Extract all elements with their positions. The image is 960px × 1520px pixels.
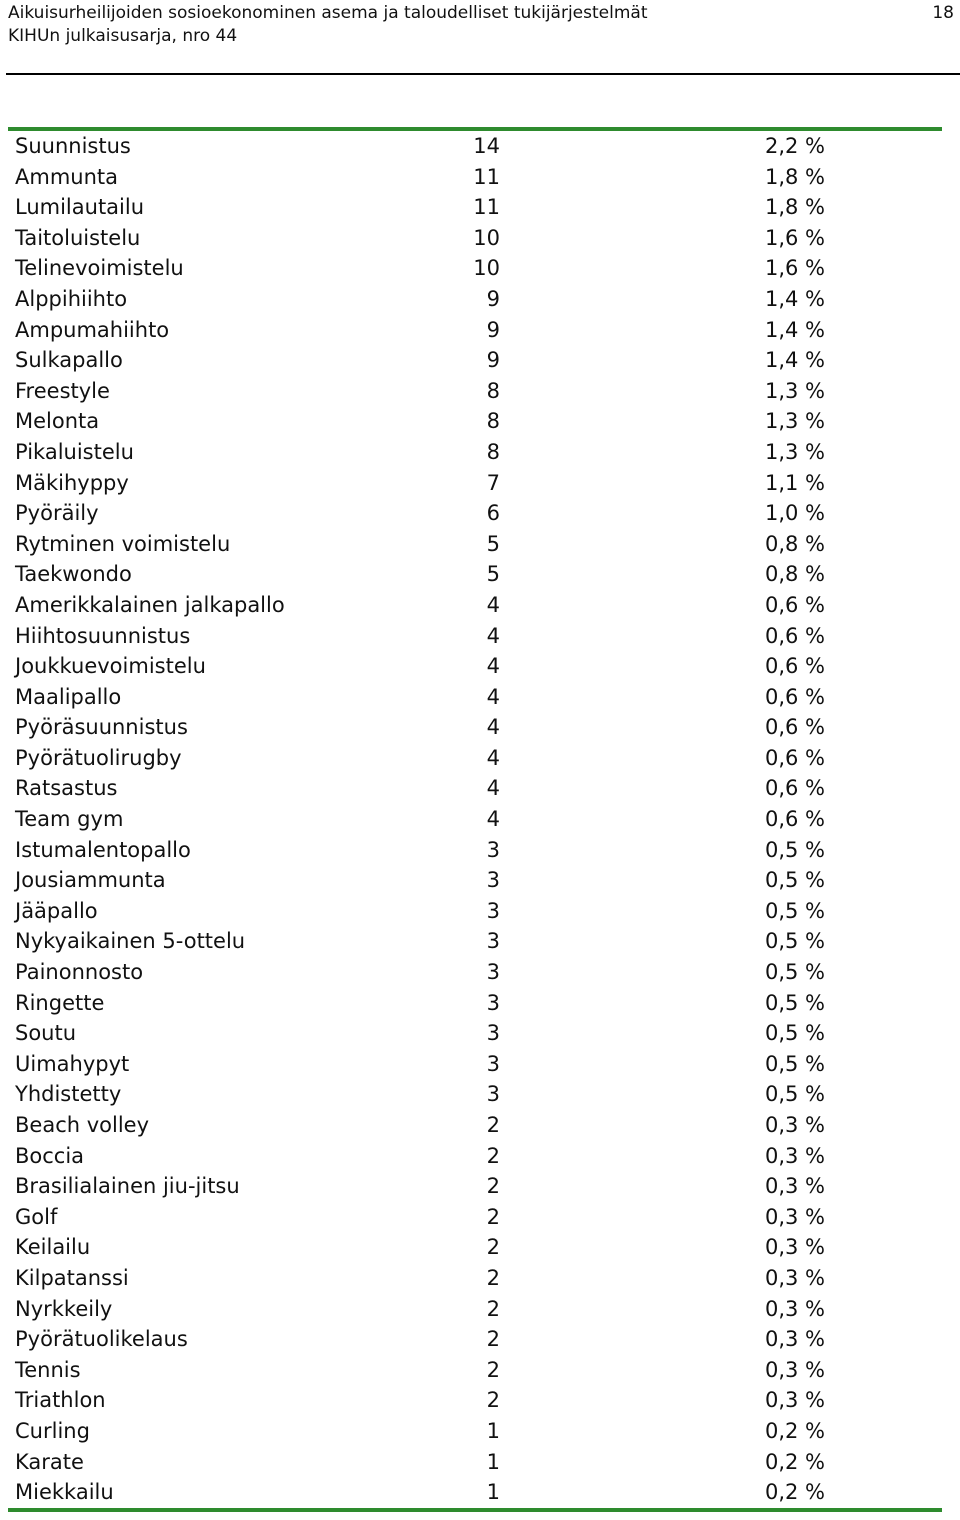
sport-cell: Curling [15,1418,90,1443]
sport-cell: Pyörätuolirugby [15,745,182,770]
page-header [8,0,954,48]
percent-cell: 0,3 % [764,1113,825,1137]
sport-cell: Team gym [15,807,124,832]
count-cell: 2 [486,1388,500,1413]
sport-cell: Mäkihyppy [15,470,129,495]
count-cell: 8 [486,439,500,464]
percent-cell: 0,3 % [764,1327,825,1352]
percent-cell: 1,3 % [764,439,825,464]
sport-cell: Nyrkkeily [15,1296,113,1321]
table-row [0,192,960,223]
percent-cell: 1,4 % [764,348,825,373]
percent-cell: 0,5 % [764,929,825,954]
sport-cell: Melonta [15,409,100,434]
percent-cell: 0,6 % [764,654,825,679]
count-cell: 5 [486,562,500,587]
table-row [0,621,960,652]
table-row [0,1018,960,1049]
table-row [0,651,960,682]
count-cell: 4 [486,592,500,617]
percent-cell: 0,3 % [764,1235,825,1260]
percent-cell: 0,8 % [764,531,825,556]
count-cell: 3 [486,1051,500,1076]
table-bottom-rule [8,1508,942,1512]
count-cell: 4 [486,623,500,648]
percent-cell: 0,3 % [764,1388,825,1413]
document-title: Aikuisurheilijoiden sosioekonominen asema ja taloudelliset tukijärjestelmät [8,3,648,23]
percent-cell: 0,3 % [764,1143,825,1168]
percent-cell: 0,5 % [764,960,825,985]
percent-cell: 0,6 % [764,715,825,740]
percent-cell: 0,5 % [764,868,825,893]
table-row [0,1171,960,1202]
percent-cell: 0,3 % [764,1357,825,1382]
count-cell: 4 [486,776,500,801]
table-row [0,682,960,713]
count-cell: 7 [486,470,500,495]
count-cell: 10 [473,256,500,281]
count-cell: 4 [486,715,500,740]
table-row [0,1355,960,1386]
table-row [0,773,960,804]
table-row [0,406,960,437]
count-cell: 14 [473,134,500,158]
sport-cell: Telinevoimistelu [15,256,184,281]
count-cell: 2 [486,1265,500,1290]
count-cell: 3 [486,1021,500,1046]
sport-cell: Uimahypyt [15,1051,130,1076]
sport-cell: Ammunta [15,164,119,189]
table-row [0,1447,960,1478]
sport-cell: Jousiammunta [15,868,166,893]
table-row [0,804,960,835]
count-cell: 2 [486,1327,500,1352]
table-row [0,865,960,896]
table-row [0,988,960,1019]
count-cell: 1 [486,1418,500,1443]
percent-cell: 2,2 % [764,134,825,158]
sport-cell: Pyöräily [15,501,99,526]
percent-cell: 1,8 % [764,164,825,189]
sport-cell: Maalipallo [15,684,122,709]
table-row [0,957,960,988]
page-number: 18 [932,3,954,23]
percent-cell: 0,6 % [764,623,825,648]
sport-cell: Ampumahiihto [15,317,170,342]
percent-cell: 0,5 % [764,990,825,1015]
table-row [0,1079,960,1110]
percent-cell: 0,5 % [764,898,825,923]
percent-cell: 0,6 % [764,592,825,617]
series-subtitle: KIHUn julkaisusarja, nro 44 [8,26,238,46]
percent-cell: 1,1 % [764,470,825,495]
table-row [0,1324,960,1355]
percent-cell: 0,5 % [764,1082,825,1107]
percent-cell: 0,2 % [764,1449,825,1474]
table-row [0,1385,960,1416]
sport-cell: Suunnistus [15,134,131,158]
sport-cell: Ringette [15,990,105,1015]
percent-cell: 0,6 % [764,684,825,709]
table-row [0,1416,960,1447]
sport-cell: Lumilautailu [15,195,145,220]
table-row [0,345,960,376]
table-row [0,284,960,315]
count-cell: 2 [486,1235,500,1260]
table-row [0,926,960,957]
table-row [0,712,960,743]
sport-cell: Pyöräsuunnistus [15,715,188,740]
percent-cell: 0,5 % [764,1021,825,1046]
table-row [0,1049,960,1080]
sport-cell: Alppihiihto [15,286,128,311]
table-row [0,590,960,621]
count-cell: 5 [486,531,500,556]
count-cell: 4 [486,684,500,709]
sport-cell: Amerikkalainen jalkapallo [15,592,285,617]
sport-cell: Soutu [15,1021,77,1046]
percent-cell: 1,3 % [764,409,825,434]
table-row [0,1232,960,1263]
count-cell: 1 [486,1480,500,1505]
sport-cell: Taekwondo [15,562,132,587]
percent-cell: 0,5 % [764,837,825,862]
percent-cell: 0,2 % [764,1418,825,1443]
count-cell: 3 [486,929,500,954]
percent-cell: 0,2 % [764,1480,825,1505]
count-cell: 9 [486,286,500,311]
table-row [0,559,960,590]
sport-cell: Triathlon [15,1388,106,1413]
table-row [0,1477,960,1508]
sports-table [0,131,960,1508]
percent-cell: 0,3 % [764,1204,825,1229]
count-cell: 3 [486,1082,500,1107]
table-row [0,743,960,774]
sport-cell: Taitoluistelu [15,225,141,250]
sport-cell: Brasilialainen jiu-jitsu [15,1174,240,1199]
count-cell: 3 [486,868,500,893]
percent-cell: 0,3 % [764,1296,825,1321]
sport-cell: Golf [15,1204,58,1229]
sport-cell: Boccia [15,1143,85,1168]
percent-cell: 0,6 % [764,807,825,832]
count-cell: 8 [486,409,500,434]
count-cell: 3 [486,837,500,862]
table-row [0,1110,960,1141]
sport-cell: Istumalentopallo [15,837,191,862]
count-cell: 2 [486,1174,500,1199]
percent-cell: 1,6 % [764,225,825,250]
percent-cell: 0,3 % [764,1174,825,1199]
table-row [0,896,960,927]
table-row [0,131,960,162]
table-row [0,253,960,284]
table-row [0,835,960,866]
count-cell: 11 [473,164,500,189]
count-cell: 3 [486,990,500,1015]
sport-cell: Karate [15,1449,84,1474]
count-cell: 3 [486,898,500,923]
percent-cell: 1,8 % [764,195,825,220]
sport-cell: Joukkuevoimistelu [15,654,206,679]
table-row [0,1141,960,1172]
table-row [0,1263,960,1294]
table-row [0,468,960,499]
count-cell: 4 [486,807,500,832]
percent-cell: 0,6 % [764,745,825,770]
table-row [0,315,960,346]
count-cell: 11 [473,195,500,220]
sport-cell: Freestyle [15,378,110,403]
count-cell: 4 [486,745,500,770]
sport-cell: Keilailu [15,1235,91,1260]
sport-cell: Nykyaikainen 5-ottelu [15,929,246,954]
count-cell: 9 [486,317,500,342]
table-row [0,1202,960,1233]
percent-cell: 1,3 % [764,378,825,403]
sport-cell: Pyörätuolikelaus [15,1327,188,1352]
sport-cell: Beach volley [15,1113,150,1137]
count-cell: 8 [486,378,500,403]
header-divider [6,73,960,75]
sport-cell: Tennis [15,1357,81,1382]
percent-cell: 1,0 % [764,501,825,526]
count-cell: 2 [486,1357,500,1382]
percent-cell: 1,6 % [764,256,825,281]
sport-cell: Kilpatanssi [15,1265,129,1290]
count-cell: 4 [486,654,500,679]
sport-cell: Painonnosto [15,960,144,985]
count-cell: 3 [486,960,500,985]
percent-cell: 0,6 % [764,776,825,801]
table-row [0,498,960,529]
table-row [0,437,960,468]
sport-cell: Jääpallo [15,898,98,923]
count-cell: 2 [486,1204,500,1229]
table-row [0,1294,960,1325]
sport-cell: Rytminen voimistelu [15,531,231,556]
table-row [0,162,960,193]
sport-cell: Pikaluistelu [15,439,134,464]
percent-cell: 1,4 % [764,286,825,311]
table-row [0,529,960,560]
count-cell: 10 [473,225,500,250]
count-cell: 2 [486,1143,500,1168]
table-row [0,376,960,407]
sport-cell: Ratsastus [15,776,118,801]
count-cell: 1 [486,1449,500,1474]
percent-cell: 0,8 % [764,562,825,587]
percent-cell: 0,3 % [764,1265,825,1290]
count-cell: 6 [486,501,500,526]
count-cell: 9 [486,348,500,373]
sport-cell: Yhdistetty [15,1082,122,1107]
sport-cell: Sulkapallo [15,348,123,373]
percent-cell: 0,5 % [764,1051,825,1076]
sport-cell: Hiihtosuunnistus [15,623,191,648]
count-cell: 2 [486,1113,500,1137]
count-cell: 2 [486,1296,500,1321]
sport-cell: Miekkailu [15,1480,114,1505]
table-row [0,223,960,254]
percent-cell: 1,4 % [764,317,825,342]
